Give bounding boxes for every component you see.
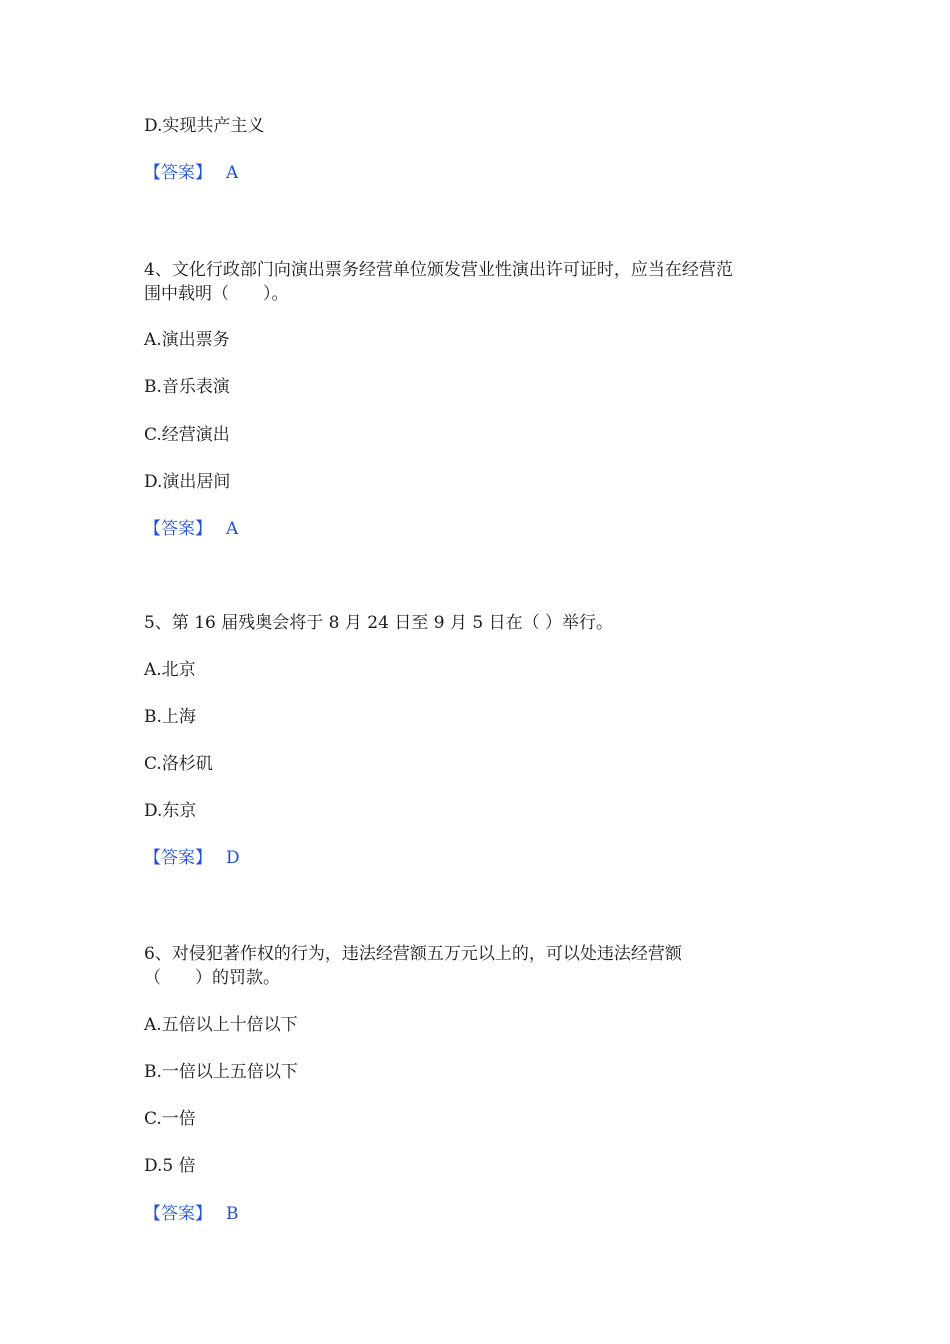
answer-value: D: [226, 848, 240, 868]
q4-option-c: C.经营演出: [144, 425, 230, 445]
q3-answer: [144, 162, 238, 184]
q6-option-b: B.一倍以上五倍以下: [144, 1062, 298, 1082]
answer-value: A: [226, 163, 239, 183]
answer-label: 【答案】: [144, 163, 212, 183]
q4-option-a: A.演出票务: [144, 330, 230, 350]
answer-value: B: [226, 1204, 239, 1224]
q4-text-line1: 4、文化行政部门向演出票务经营单位颁发营业性演出许可证时，应当在经营范: [144, 260, 733, 280]
q5-option-d: D.东京: [144, 801, 197, 821]
q3-option-d: D.实现共产主义: [144, 116, 265, 136]
q4-answer: [144, 518, 238, 540]
q4-text-line2: 围中载明（ ）。: [144, 284, 289, 304]
q6-option-d: D.5 倍: [144, 1156, 196, 1176]
q6-text-line1: 6、对侵犯著作权的行为，违法经营额五万元以上的，可以处违法经营额: [144, 944, 682, 964]
q4-option-d: D.演出居间: [144, 472, 231, 492]
answer-value: A: [226, 519, 239, 539]
q5-option-b: B.上海: [144, 707, 196, 727]
q5-option-c: C.洛杉矶: [144, 754, 213, 774]
q5-text-line1: 5、第 16 届残奥会将于 8 月 24 日至 9 月 5 日在（ ）举行。: [144, 613, 613, 633]
q5-answer: [144, 847, 240, 869]
q6-option-c: C.一倍: [144, 1109, 196, 1129]
q4-option-b: B.音乐表演: [144, 377, 230, 397]
q5-option-a: A.北京: [144, 660, 196, 680]
q6-answer: [144, 1203, 239, 1225]
answer-label: 【答案】: [144, 519, 212, 539]
answer-label: 【答案】: [144, 1204, 212, 1224]
answer-label: 【答案】: [144, 848, 212, 868]
q6-option-a: A.五倍以上十倍以下: [144, 1015, 298, 1035]
q6-text-line2: （ ）的罚款。: [144, 968, 280, 988]
